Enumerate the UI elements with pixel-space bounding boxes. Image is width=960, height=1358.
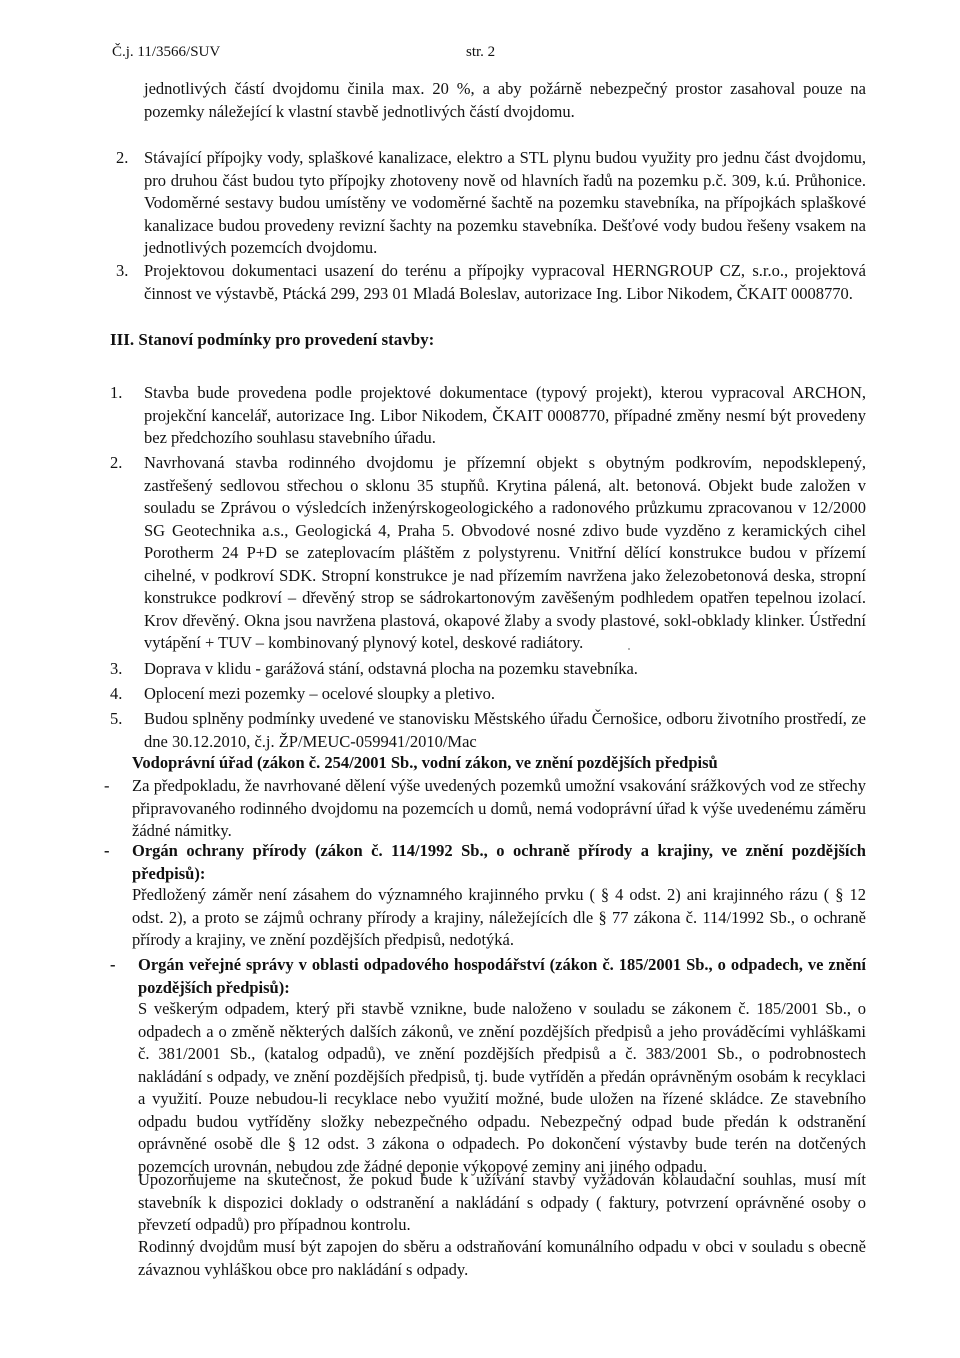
waste-management-title: Orgán veřejné správy v oblasti odpadového hospodářství (zákon č. 185/2001 Sb., o odpadech, ve znění pozdějších předpisů): — [138, 955, 866, 997]
condition-number: 3. — [110, 659, 123, 678]
waste-management-text: S veškerým odpadem, který při stavbě vznikne, bude naloženo v souladu se zákonem č. 185/2001 Sb., o odpadech a o změně některých dalších zákonů, ve znění pozdějších předpisů a jeho prováděcími vyhláškami č. 381/2001 Sb., (katalog odpadů), ve znění pozdějších předpisů a č. 383/2001 Sb., o podrobnostech nakládání s odpady, ve znění pozdějších předpisů, tj. bude vytříděn a předán oprávněným osobám k recyklaci a využití. Pouze nebudou-li recyklace nebo využití možné, bude uložen na řízené skládce. Ze stavebního odpadu budou vytříděny složky nebezpečného odpadu. Nebezpečný odpad bude předán k odstranění oprávněné osobě dle § 12 odst. 3 zákona o odpadech. Po dokončení výstavby bude terén na dotčených pozemcích urovnán, nebudou zde žádné deponie výkopové zeminy ani jiného odpadu. — [138, 999, 866, 1176]
bullet-dash: - — [104, 841, 110, 860]
nature-protection-title: Orgán ochrany přírody (zákon č. 114/1992 Sb., o ochraně přírody a krajiny, ve znění pozdějších předpisů): — [132, 841, 866, 883]
bullet-dash: - — [110, 955, 116, 974]
condition-item: Oplocení mezi pozemky – ocelové sloupky a pletivo. — [144, 684, 495, 703]
intro-paragraph: jednotlivých částí dvojdomu činila max. 20 %, a aby požárně nebezpečný prostor zasahoval pouze na pozemky náležející k vlastní stavbě jednotlivých částí dvojdomu. — [144, 79, 866, 121]
water-authority-text: Za předpokladu, že navrhované dělení výše uvedených pozemků umožní vsakování srážkových vod ze střechy připravovaného rodinného dvojdomu na pozemcích u domů, nemá vodoprávní úřad k výše uvedenému záměru žádné námitky. — [132, 776, 866, 840]
bullet-dash: - — [104, 776, 110, 795]
condition-number: 2. — [110, 453, 123, 472]
condition-item: Doprava v klidu - garážová stání, odstavná plocha na pozemku stavebníka. — [144, 659, 638, 678]
scan-artifact — [628, 648, 630, 650]
condition-item: Stavba bude provedena podle projektové dokumentace (typový projekt), kterou vypracoval ARCHON, projekční kancelář, autorizace Ing. Libor Nikodem, ČKAIT 0008770, případné změny nesmí být provedeny bez předchozího souhlasu stavebního úřadu. — [144, 383, 866, 447]
list-number: 3. — [116, 261, 129, 280]
condition-number: 4. — [110, 684, 123, 703]
nature-protection-text: Předložený záměr není zásahem do významného krajinného prvku ( § 4 odst. 2) ani krajinného rázu ( § 12 odst. 2), a proto se zájmů ochrany přírody a krajiny, náležejících dle § 77 zákona č. 114/1992 Sb., o ochraně přírody a krajiny, ve znění pozdějších předpisů, nedotýká. — [132, 885, 866, 949]
list-number: 2. — [116, 148, 129, 167]
condition-item: Budou splněny podmínky uvedené ve stanovisku Městského úřadu Černošice, odboru životního prostředí, ze dne 30.12.2010, č.j. ŽP/MEUC-059941/2010/Mac — [144, 709, 866, 751]
waste-management-municipal: Rodinný dvojdům musí být zapojen do sběru a odstraňování komunálního odpadu v obci v souladu s obecně závaznou vyhláškou obce pro nakládání s odpady. — [138, 1237, 866, 1279]
condition-item: Navrhovaná stavba rodinného dvojdomu je přízemní objekt s obytným podkrovím, nepodsklepený, zastřešený sedlovou střechou o sklonu 35 stupňů. Krytina pálená, alt. betonová. Objekt bude založen v souladu se Zprávou o výsledcích inženýrskogeologického a radonového průzkumu zpracovanou v 12/2000 SG Geotechnika a.s., Geologická 4, Praha 5. Obvodové nosné zdivo bude vyzděno z keramických cihel Porotherm 24 P+D se zateplovacím pláštěm z polystyrenu. Vnitřní dělící konstrukce budou v přízemí cihelné, v podkroví SDK. Stropní konstrukce je nad přízemím navržena jako železobetonová deska, stropní konstrukce podkroví – dřevěný strop se sádrokartonovým zavěšeným podhledem opatřen tepelnou izolací. Krov dřevěný. Okna jsou navržena plastová, okapové žlaby a svody plastové, sokl-obklady klinker. Ústřední vytápění + TUV – kombinovaný plynový kotel, deskové radiátory. — [144, 453, 866, 652]
list-item-connections: Stávající přípojky vody, splaškové kanalizace, elektro a STL plynu budou využity pro jednu část dvojdomu, pro druhou část budou tyto přípojky zhotoveny nově od hlavních řadů na pozemku p.č. 309, k.ú. Průhonice. Vodoměrné sestavy budou umístěny ve vodoměrné šachtě na pozemku stavebníka, na přípojkách splaškové kanalizace budou provedeny revizní šachty na pozemku stavebníka. Dešťové vody budou řešeny vsakem na jednotlivých pozemcích dvojdomu. — [144, 148, 866, 257]
condition-number: 1. — [110, 383, 123, 402]
condition-number: 5. — [110, 709, 123, 728]
list-item-project-docs: Projektovou dokumentaci usazení do terénu a přípojky vypracoval HERNGROUP CZ, s.r.o., projektová činnost ve výstavbě, Ptácká 299, 293 01 Mladá Boleslav, autorizace Ing. Libor Nikodem, ČKAIT 0008770. — [144, 261, 866, 303]
reference-number: Č.j. 11/3566/SUV — [112, 44, 221, 60]
page-number: str. 2 — [466, 44, 496, 60]
water-authority-title: Vodoprávní úřad (zákon č. 254/2001 Sb., vodní zákon, ve znění pozdějších předpisů — [132, 753, 718, 772]
section-heading: III. Stanoví podmínky pro provedení stavby: — [110, 330, 435, 349]
waste-management-notice: Upozorňujeme na skutečnost, že pokud bude k užívání stavby vyžadován kolaudační souhlas, musí mít stavebník k dispozici doklady o odstranění a nakládání s odpady ( faktury, potvrzení oprávněné osoby o převzetí odpadů) pro případnou kontrolu. — [138, 1170, 866, 1234]
